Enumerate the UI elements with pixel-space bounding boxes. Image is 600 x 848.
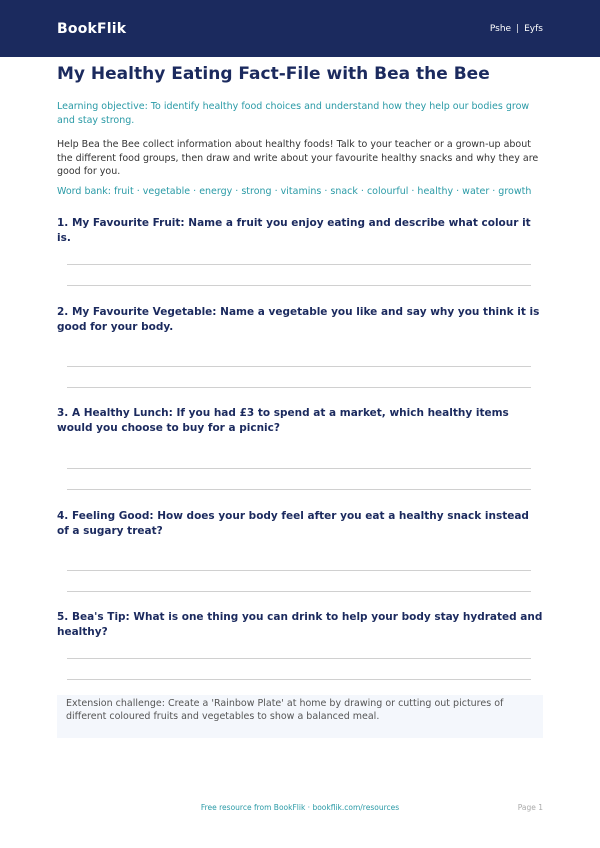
brand-logo[interactable]: BookFlik — [57, 20, 127, 37]
extension-challenge — [57, 695, 543, 738]
question-2: 2. My Favourite Vegetable: Name a vegetable you like and say why you think it is good for your body. — [57, 306, 540, 333]
answer-line-5a[interactable] — [67, 658, 531, 659]
answer-line-4a[interactable] — [67, 570, 531, 571]
answer-line-5b[interactable] — [67, 679, 531, 680]
page-number: Page 1 — [517, 803, 543, 812]
learning-objective: Learning objective: To identify healthy food choices and understand how they help our bodies grow and stay strong. — [57, 101, 530, 126]
page-title: My Healthy Eating Fact-File with Bea the Bee — [57, 64, 490, 84]
answer-line-2b[interactable] — [67, 387, 531, 388]
question-5: 5. Bea's Tip: What is one thing you can drink to help your body stay hydrated and healthy? — [57, 611, 543, 638]
footer-link-text[interactable]: Free resource from BookFlik · bookflik.com/resources — [200, 803, 400, 812]
answer-line-1a[interactable] — [67, 264, 531, 265]
footer-link[interactable] — [0, 803, 600, 812]
answer-line-4b[interactable] — [67, 591, 531, 592]
answer-line-3b[interactable] — [67, 489, 531, 490]
extension-text: Extension challenge: Create a 'Rainbow Plate' at home by drawing or cutting out pictures of different coloured fruits and vegetables to show a balanced meal. — [66, 698, 504, 722]
answer-line-1b[interactable] — [67, 285, 531, 286]
answer-line-2a[interactable] — [67, 366, 531, 367]
question-4: 4. Feeling Good: How does your body feel after you eat a healthy snack instead of a sugary treat? — [57, 510, 529, 537]
question-3: 3. A Healthy Lunch: If you had £3 to spend at a market, which healthy items would you choose to buy for a picnic? — [57, 407, 509, 434]
tag-pshe[interactable]: Pshe — [489, 23, 512, 34]
intro-text: Help Bea the Bee collect information about healthy foods! Talk to your teacher or a grown-up about the different food groups, then draw and write about your favourite healthy snacks and why they are good for you. — [57, 139, 539, 177]
word-bank: Word bank: fruit · vegetable · energy · strong · vitamins · snack · colourful · healthy · water · growth — [57, 186, 532, 197]
header-bar — [0, 0, 600, 57]
tag-eyfs[interactable]: Eyfs — [524, 23, 543, 34]
question-1: 1. My Favourite Fruit: Name a fruit you enjoy eating and describe what colour it is. — [57, 217, 531, 244]
tag-separator: | — [516, 23, 520, 34]
answer-line-3a[interactable] — [67, 468, 531, 469]
subject-tags — [490, 24, 543, 34]
